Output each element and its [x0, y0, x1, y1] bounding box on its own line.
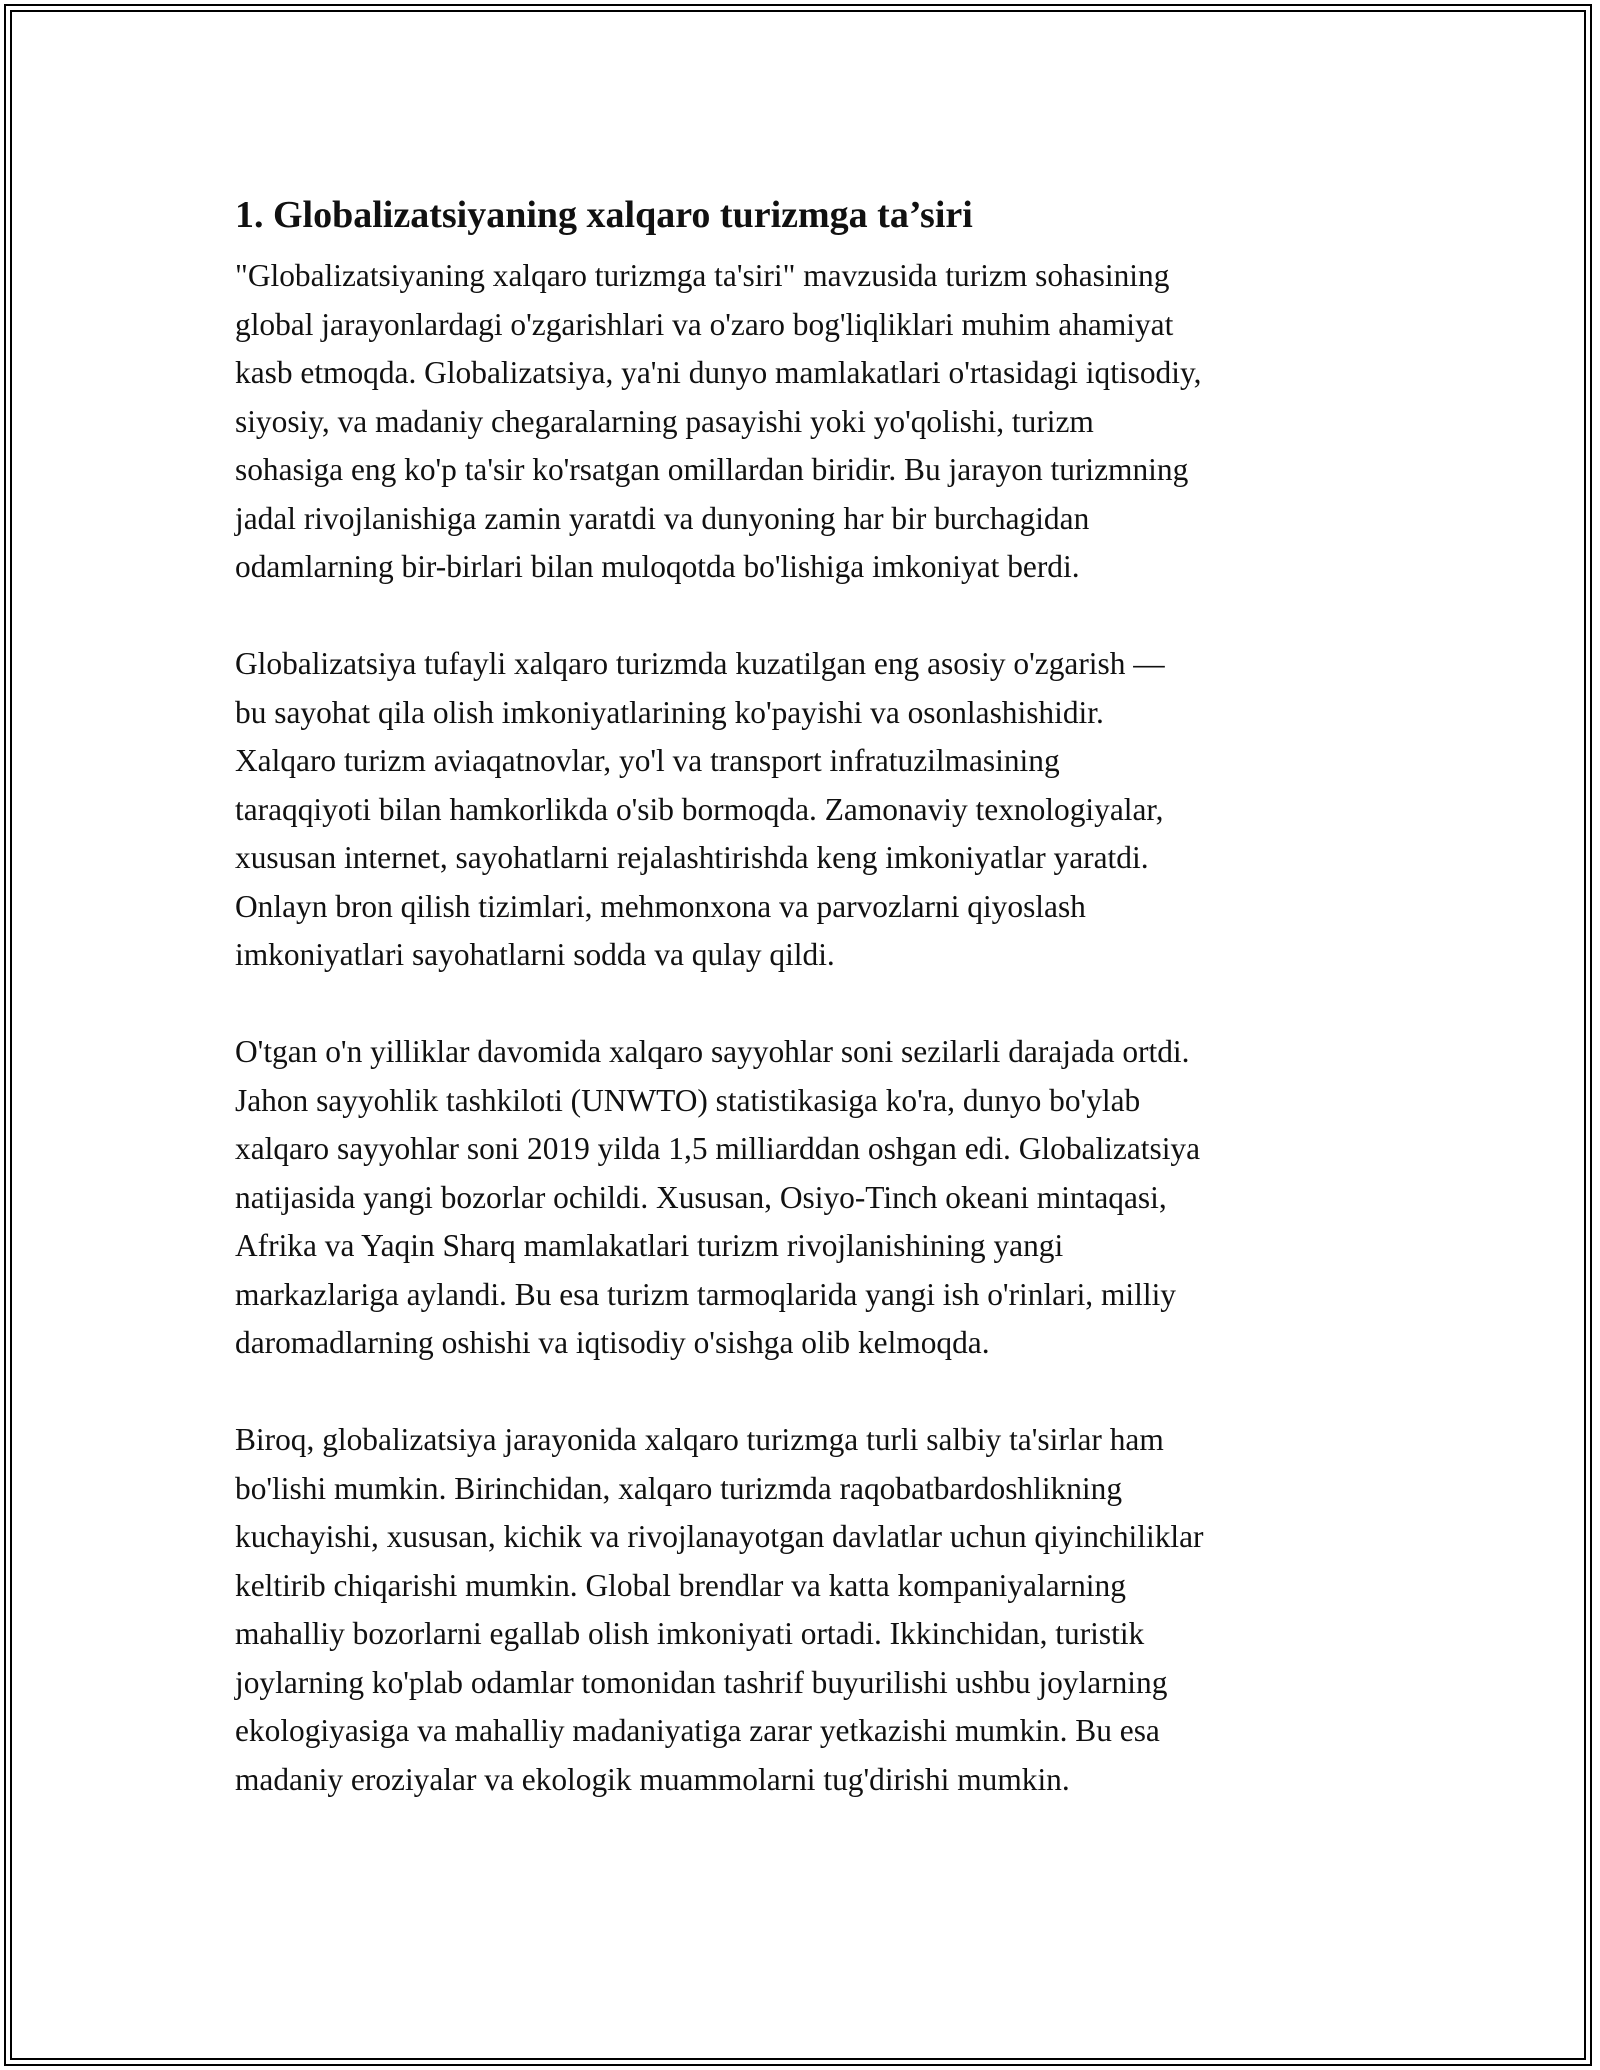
paragraph-container — [235, 252, 1395, 1804]
paragraph-line: Onlayn bron qilish tizimlari, mehmonxona va parvozlarni qiyoslash — [235, 888, 1086, 924]
paragraph-line: Afrika va Yaqin Sharq mamlakatlari turizm rivojlanishining yangi — [235, 1228, 1064, 1263]
body-paragraph — [235, 640, 1395, 980]
paragraph-line: kuchayishi, xususan, kichik va rivojlanayotgan davlatlar uchun qiyinchiliklar — [235, 1519, 1204, 1554]
paragraph-line: jadal rivojlanishiga zamin yaratdi va dunyoning har bir burchagidan — [235, 500, 1090, 536]
section-heading: 1. Globalizatsiyaning xalqaro turizmga ta’siri — [235, 194, 973, 236]
paragraph-line: odamlarning bir-birlari bilan muloqotda bo'lishiga imkoniyat berdi. — [235, 549, 1080, 584]
paragraph-spacer — [235, 1368, 1395, 1417]
paragraph-line: sohasiga eng ko'p ta'sir ko'rsatgan omillardan biridir. Bu jarayon turizmning — [235, 452, 1189, 487]
paragraph-line: O'tgan o'n yilliklar davomida xalqaro sayyohlar soni sezilarli darajada ortdi. — [235, 1034, 1190, 1069]
paragraph-line: taraqqiyoti bilan hamkorlikda o'sib bormoqda. Zamonaviy texnologiyalar, — [235, 791, 1164, 827]
paragraph-line: imkoniyatlari sayohatlarni sodda va qulay qildi. — [235, 937, 835, 972]
paragraph-line: daromadlarning oshishi va iqtisodiy o'sishga olib kelmoqda. — [235, 1325, 990, 1360]
paragraph-line: bu sayohat qila olish imkoniyatlarining ko'payishi va osonlashishidir. — [235, 694, 1104, 730]
paragraph-line: "Globalizatsiyaning xalqaro turizmga ta'siri" mavzusida turizm sohasining — [235, 258, 1170, 293]
paragraph-line: natijasida yangi bozorlar ochildi. Xususan, Osiyo-Tinch okeani mintaqasi, — [235, 1179, 1167, 1215]
paragraph-line: keltirib chiqarishi mumkin. Global brendlar va katta kompaniyalarning — [235, 1567, 1126, 1603]
body-paragraph — [235, 1416, 1395, 1804]
paragraph-spacer — [235, 592, 1395, 641]
paragraph-line: joylarning ko'plab odamlar tomonidan tashrif buyurilishi ushbu joylarning — [235, 1664, 1168, 1700]
paragraph-line: Xalqaro turizm aviaqatnovlar, yo'l va transport infratuzilmasining — [235, 743, 1060, 778]
paragraph-line: markazlariga aylandi. Bu esa turizm tarmoqlarida yangi ish o'rinlari, milliy — [235, 1276, 1176, 1312]
paragraph-line: Globalizatsiya tufayli xalqaro turizmda kuzatilgan eng asosiy o'zgarish — — [235, 646, 1165, 681]
paragraph-line: Jahon sayyohlik tashkiloti (UNWTO) statistikasiga ko'ra, dunyo bo'ylab — [235, 1082, 1141, 1118]
paragraph-line: madaniy eroziyalar va ekologik muammolarni tug'dirishi mumkin. — [235, 1761, 1070, 1797]
paragraph-line: ekologiyasiga va mahalliy madaniyatiga zarar yetkazishi mumkin. Bu esa — [235, 1713, 1160, 1748]
paragraph-spacer — [235, 980, 1395, 1029]
body-paragraph — [235, 252, 1395, 592]
paragraph-line: Biroq, globalizatsiya jarayonida xalqaro turizmga turli salbiy ta'sirlar ham — [235, 1422, 1164, 1457]
paragraph-line: kasb etmoqda. Globalizatsiya, ya'ni dunyo mamlakatlari o'rtasidagi iqtisodiy, — [235, 355, 1202, 390]
paragraph-line: bo'lishi mumkin. Birinchidan, xalqaro turizmda raqobatbardoshlikning — [235, 1470, 1123, 1506]
paragraph-line: siyosiy, va madaniy chegaralarning pasayishi yoki yo'qolishi, turizm — [235, 403, 1094, 439]
document-body — [235, 186, 1395, 1804]
body-paragraph — [235, 1028, 1395, 1368]
paragraph-line: xalqaro sayyohlar soni 2019 yilda 1,5 milliarddan oshgan edi. Globalizatsiya — [235, 1131, 1201, 1166]
paragraph-line: mahalliy bozorlarni egallab olish imkoniyati ortadi. Ikkinchidan, turistik — [235, 1616, 1145, 1651]
paragraph-line: xususan internet, sayohatlarni rejalashtirishda keng imkoniyatlar yaratdi. — [235, 840, 1149, 875]
paragraph-line: global jarayonlardagi o'zgarishlari va o'zaro bog'liqliklari muhim ahamiyat — [235, 306, 1174, 342]
